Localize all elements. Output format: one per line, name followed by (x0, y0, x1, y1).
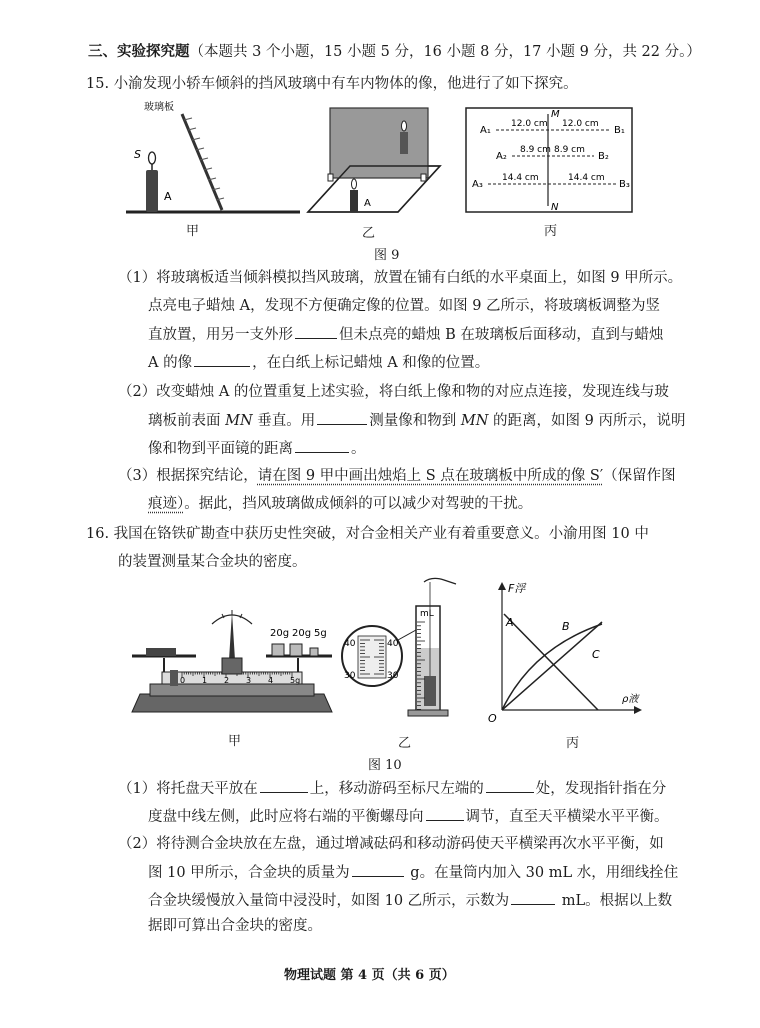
figure-10-jia (126, 600, 338, 720)
fig10-jia-caption: 甲 (228, 734, 242, 749)
q16-p2-line2a: 图 10 甲所示，合金块的质量为 (148, 865, 350, 881)
glass-plate (182, 114, 222, 210)
alloy-block (146, 648, 176, 656)
x-axis-label: ρ液 (622, 694, 639, 705)
q15-p2-line3b: 。 (351, 441, 366, 457)
answer-blank-coincide[interactable] (194, 352, 250, 367)
point-b3: B₃ (619, 179, 630, 190)
y-axis-label: F浮 (508, 582, 526, 595)
q16-stem-text1: 我国在铬铁矿勘查中获历史性突破，对合金相关产业有着重要意义。小渝用图 10 中 (113, 526, 649, 542)
weight-label-1: 20g (270, 628, 290, 639)
q15-p1-line4 (148, 352, 489, 373)
mag-tick-30-right: 30 (387, 671, 399, 681)
q15-p1-line4b: ，在白纸上标记蜡烛 A 和像的位置。 (252, 355, 490, 371)
weight-label-3: 5g (314, 628, 327, 639)
scale-label: 4 (268, 676, 274, 685)
answer-blank-surface[interactable] (260, 778, 308, 793)
candle-flame (149, 152, 156, 164)
q15-p1-line3a: 直放置，用另一支外形 (148, 327, 293, 343)
dist-a1: 12.0 cm (511, 119, 548, 129)
figure-10-bing (482, 578, 648, 728)
q16-p1-line1 (118, 778, 666, 799)
figure-9-caption: 图 9 (374, 248, 400, 263)
mag-tick-40-left: 40 (344, 639, 356, 649)
cylinder-unit: mL (420, 609, 434, 619)
curve-b-label: B (562, 620, 570, 633)
mn-label: MN (225, 413, 253, 429)
q16-p1-line2b: 调节，直至天平横梁水平平衡。 (465, 809, 669, 825)
candle-a-label-yi: A (364, 198, 371, 209)
section-heading (88, 42, 701, 62)
point-a1: A₁ (480, 125, 491, 136)
q16-p2-line3b: mL。根据以上数 (557, 893, 673, 909)
page-footer: 物理试题 第 4 页（共 6 页） (284, 968, 455, 983)
q15-p2-line3 (148, 438, 366, 459)
candle-a (146, 170, 158, 212)
fig9-yi-caption: 乙 (362, 226, 376, 241)
q16-p1-line2a: 度盘中线左侧，此时应将右端的平衡螺母向 (148, 809, 424, 825)
q16-p1-line1c: 处，发现指针指在分 (535, 781, 667, 797)
point-b2: B₂ (598, 151, 609, 162)
mag-tick-30-left: 30 (344, 671, 356, 681)
q16-p2-line1: （2）将待测合金块放在左盘，通过增减砝码和移动游码使天平横梁再次水平平衡，如 (118, 836, 664, 852)
q15-p3-line2b: 。据此，挡风玻璃做成倾斜的可以减少对驾驶的干扰。 (184, 496, 533, 512)
weight-5g (310, 648, 318, 656)
dist-b3: 14.4 cm (568, 173, 605, 183)
q15-p3-line2 (148, 494, 532, 514)
dist-b2: 8.9 cm (554, 145, 585, 155)
point-b1: B₁ (614, 125, 625, 136)
q15-p2-line1: （2）改变蜡烛 A 的位置重复上述实验，将白纸上像和物的对应点连接，发现连线与玻 (118, 384, 669, 400)
weight-label-2: 20g (292, 628, 312, 639)
q15-stem (86, 74, 578, 94)
q15-number: 15. (86, 76, 110, 92)
q15-p2-line2d: 的距离，如图 9 丙所示，说明 (488, 413, 686, 429)
q16-p2-line3 (148, 890, 672, 911)
mn-label-2: MN (460, 413, 489, 429)
q16-p1-line1b: 上，移动游码至标尺左端的 (309, 781, 484, 797)
answer-blank-direction[interactable] (426, 806, 464, 821)
section-note: （本题共 3 个小题，15 小题 5 分，16 小题 8 分，17 小题 9 分，共 22 分。） (189, 44, 701, 60)
glass-label: 玻璃板 (144, 102, 174, 113)
alloy-submerged (424, 676, 436, 706)
hand-icon (424, 578, 456, 584)
figure-9-bing (464, 106, 636, 216)
figure-9-yi (304, 104, 444, 222)
mag-tick-40-right: 40 (387, 639, 399, 649)
weight-20g-2 (290, 644, 302, 656)
q16-p1-line2 (148, 806, 669, 827)
dist-b1: 12.0 cm (562, 119, 599, 129)
q15-p3-line1 (118, 466, 676, 486)
answer-blank-tool[interactable] (317, 410, 367, 425)
scale-label: 5g (290, 676, 301, 685)
fig9-jia-caption: 甲 (186, 224, 200, 239)
q15-p3-line1c: （保留作图 (603, 468, 676, 484)
q16-stem-line2: 的装置测量某合金块的密度。 (118, 554, 307, 570)
label-n: N (551, 202, 559, 213)
q16-p1-line1a: （1）将托盘天平放在 (118, 781, 258, 797)
scale-label: 1 (202, 676, 208, 685)
answer-blank-volume[interactable] (511, 890, 555, 905)
fig10-yi-caption: 乙 (398, 736, 412, 751)
point-a2: A₂ (496, 151, 507, 162)
section-title: 三、实验探究题 (88, 43, 190, 60)
weight-20g-1 (272, 644, 284, 656)
fig9-bing-caption: 丙 (544, 224, 558, 239)
q15-p1-line2: 点亮电子蜡烛 A，发现不方便确定像的位置。如图 9 乙所示，将玻璃板调整为竖 (148, 298, 661, 314)
answer-blank-zero-mark[interactable] (486, 778, 534, 793)
figure-9-jia (122, 100, 304, 220)
fig10-bing-caption: 丙 (566, 736, 580, 751)
q15-p2-line2a: 璃板前表面 (148, 413, 226, 429)
q15-p1-line3 (148, 324, 663, 345)
answer-blank-mass[interactable] (352, 862, 404, 877)
curve-a-label: A (506, 616, 514, 629)
q16-p2-line2b: g。在量筒内加入 30 mL 水，用细线拴住 (405, 865, 679, 881)
label-m: M (551, 109, 560, 120)
q15-p2-line2 (148, 410, 685, 431)
q15-p3-task: 请在图 9 甲中画出烛焰上 S 点在玻璃板中所成的像 S′ (257, 468, 604, 484)
candle-a-label: A (164, 190, 172, 203)
point-s-label: S (134, 148, 141, 161)
q15-p2-line2c: 测量像和物到 (369, 413, 461, 429)
q15-p3-line1a: （3）根据探究结论， (118, 468, 258, 484)
q15-p1-line4a: A 的像 (148, 355, 193, 371)
scale-label: 3 (246, 676, 252, 685)
q16-number: 16. (86, 526, 110, 542)
balance-pointer (229, 612, 235, 660)
candle-a-front (350, 190, 358, 212)
curve-c-label: C (592, 648, 600, 661)
answer-blank-shape[interactable] (295, 324, 337, 339)
q15-p2-line3a: 像和物到平面镜的距离 (148, 441, 293, 457)
dist-a3: 14.4 cm (502, 173, 539, 183)
q15-p2-line2b: 垂直。用 (252, 413, 316, 429)
scale-label: 0 (180, 676, 186, 685)
q16-p2-line4: 据即可算出合金块的密度。 (148, 918, 322, 934)
scale-label: 2 (224, 676, 230, 685)
q15-stem-text: 小渝发现小轿车倾斜的挡风玻璃中有车内物体的像，他进行了如下探究。 (113, 76, 578, 92)
q15-p3-trace: 痕迹） (148, 496, 185, 512)
vertical-glass-plate (330, 108, 428, 178)
answer-blank-distance[interactable] (295, 438, 349, 453)
figure-10-caption: 图 10 (368, 758, 402, 773)
point-a3: A₃ (472, 179, 483, 190)
figure-10-yi (340, 576, 470, 726)
origin-label: O (488, 712, 497, 725)
candle-b (400, 132, 408, 154)
q15-p1-line3b: 但未点亮的蜡烛 B 在玻璃板后面移动，直到与蜡烛 (339, 327, 664, 343)
balance-base (132, 694, 332, 712)
q16-p2-line3a: 合金块缓慢放入量筒中浸没时，如图 10 乙所示，示数为 (148, 893, 510, 909)
curve-c (502, 622, 602, 710)
q16-stem-line1 (86, 524, 649, 544)
q16-p2-line2 (148, 862, 678, 883)
q15-p1-line1: （1）将玻璃板适当倾斜模拟挡风玻璃，放置在铺有白纸的水平桌面上，如图 9 甲所示。 (118, 270, 683, 286)
dist-a2: 8.9 cm (520, 145, 551, 155)
